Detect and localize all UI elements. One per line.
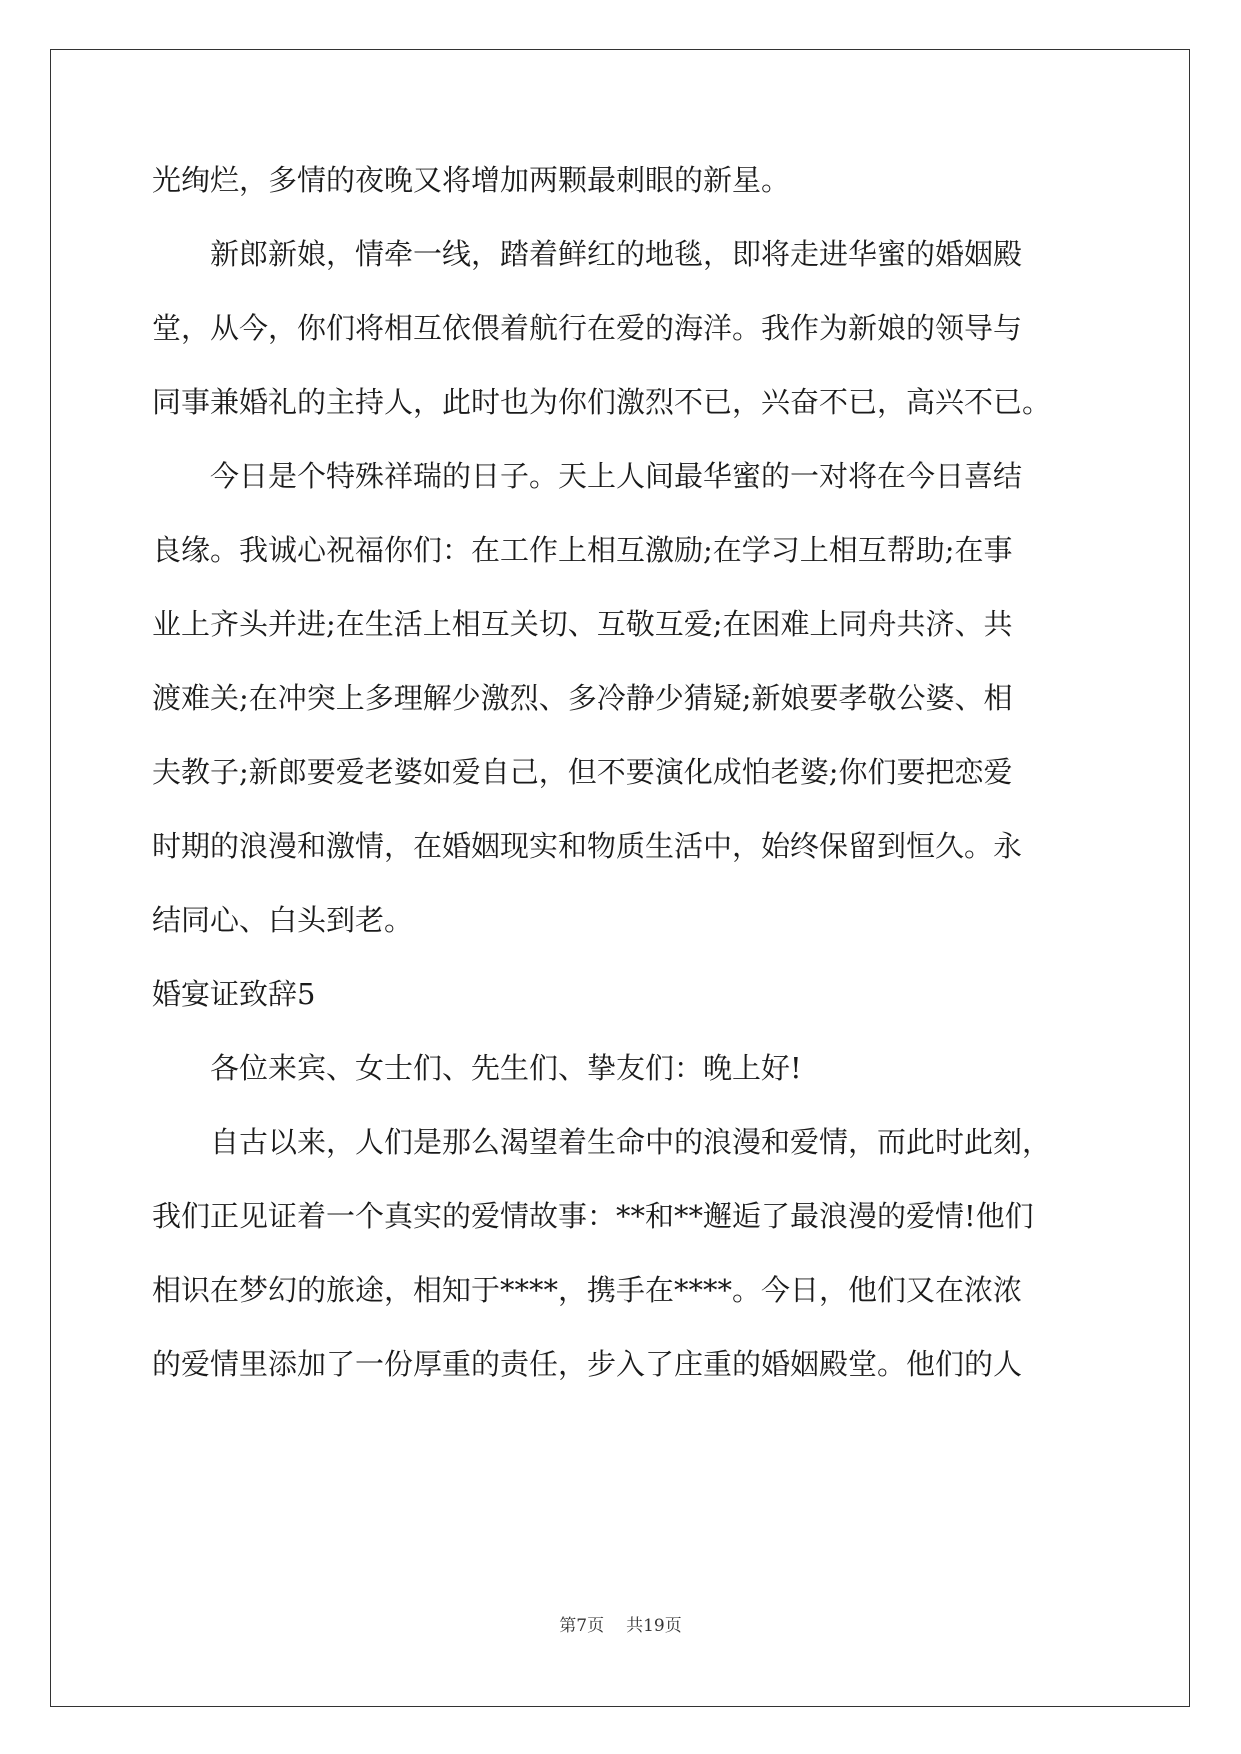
text-line: 夫教子;新郎要爱老婆如爱自己，但不要演化成怕老婆;你们要把恋爱 (152, 755, 1013, 789)
paragraph-line: 自古以来，人们是那么渴望着生命中的浪漫和爱情，而此时此刻， (210, 1125, 1052, 1159)
text-line: 相识在梦幻的旅途，相知于****，携手在****。今日，他们又在浓浓 (152, 1273, 1023, 1307)
text-line: 的爱情里添加了一份厚重的责任，步入了庄重的婚姻殿堂。他们的人 (152, 1347, 1023, 1381)
text-line: 堂，从今，你们将相互依偎着航行在爱的海洋。我作为新娘的领导与 (152, 311, 1023, 345)
text-line: 结同心、白头到老。 (152, 903, 414, 937)
page-border (50, 49, 1190, 1707)
section-heading: 婚宴证致辞5 (152, 977, 316, 1011)
text-line: 时期的浪漫和激情，在婚姻现实和物质生活中，始终保留到恒久。永 (152, 829, 1023, 863)
page-footer (0, 1615, 1241, 1637)
text-line: 良缘。我诚心祝福你们：在工作上相互激励;在学习上相互帮助;在事 (152, 533, 1013, 567)
paragraph-line: 各位来宾、女士们、先生们、挚友们：晚上好! (210, 1051, 802, 1085)
page-total: 共19页 (626, 1616, 682, 1636)
paragraph-line: 今日是个特殊祥瑞的日子。天上人间最华蜜的一对将在今日喜结 (210, 459, 1023, 493)
text-line: 我们正见证着一个真实的爱情故事：**和**邂逅了最浪漫的爱情!他们 (152, 1199, 1034, 1233)
text-line: 业上齐头并进;在生活上相互关切、互敬互爱;在困难上同舟共济、共 (152, 607, 1013, 641)
text-line: 光绚烂，多情的夜晚又将增加两颗最刺眼的新星。 (152, 163, 791, 197)
text-line: 同事兼婚礼的主持人，此时也为你们激烈不已，兴奋不已，高兴不已。 (152, 385, 1052, 419)
paragraph-line: 新郎新娘，情牵一线，踏着鲜红的地毯，即将走进华蜜的婚姻殿 (210, 237, 1023, 271)
page-number: 第7页 (559, 1616, 605, 1636)
text-line: 渡难关;在冲突上多理解少激烈、多冷静少猜疑;新娘要孝敬公婆、相 (152, 681, 1013, 715)
